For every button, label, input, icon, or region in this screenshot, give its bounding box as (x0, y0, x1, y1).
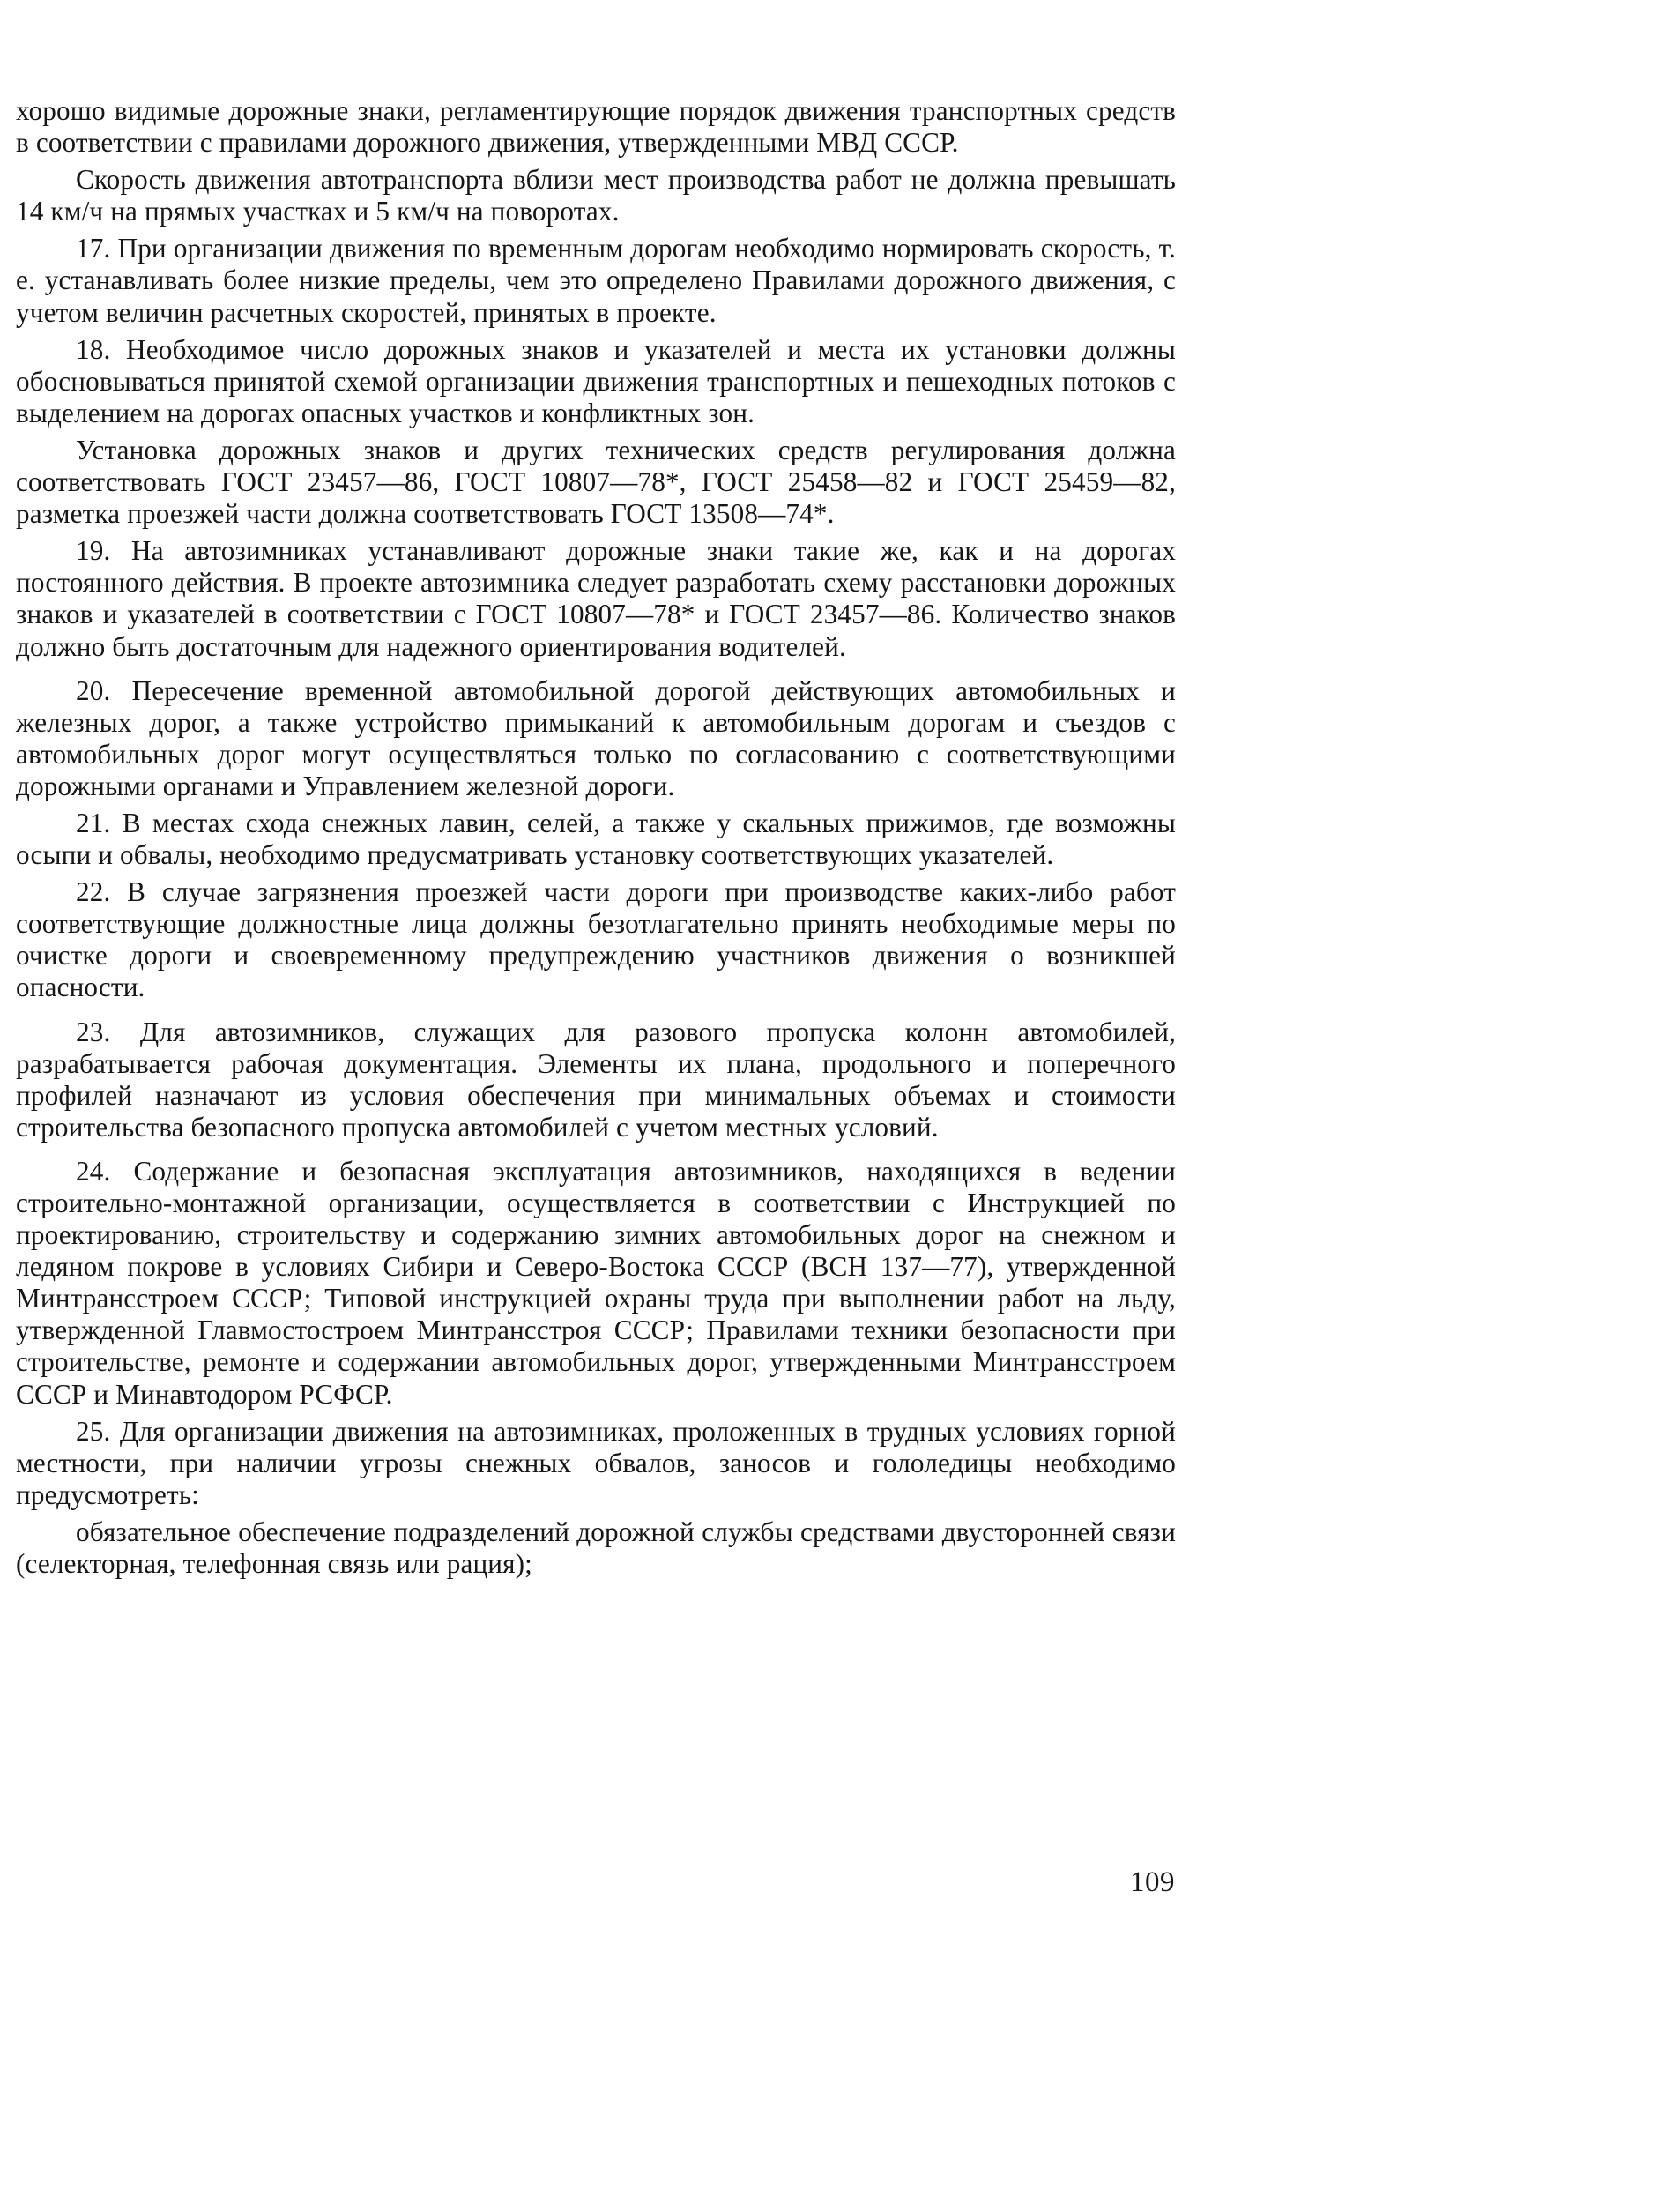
paragraph-speed-limit: Скорость движения автотранспорта вблизи мест производства работ не должна превышать 14 км/ч на прямых участках и 5 км/ч на поворотах. (16, 164, 1176, 227)
paragraph-21: 21. В местах схода снежных лавин, селей, а также у скальных прижимов, где возможны осыпи и обвалы, необходимо предусматривать установку соответствующих указателей. (16, 807, 1176, 871)
page-number: 109 (1130, 1866, 1175, 1898)
paragraph-24: 24. Содержание и безопасная эксплуатация автозимников, находящихся в ведении строительно-монтажной организации, осуществляется в соответствии с Инструкцией по проектированию, строительству и содержанию зимних автомобильных дорог на снежном и ледяном покрове в условиях Сибири и Северо-Востока СССР (ВСН 137—77), утвержденной Минтрансстроем СССР; Типовой инструкцией охраны труда при выполнении работ на льду, утвержденной Главмостостроем Минтрансстроя СССР; Правилами техники безопасности при строительстве, ремонте и содержании автомобильных дорог, утвержденными Минтрансстроем СССР и Минавтодором РСФСР. (16, 1155, 1176, 1410)
paragraph-18: 18. Необходимое число дорожных знаков и указателей и места их установки должны обосновываться принятой схемой организации движения транспортных и пешеходных потоков с выделением на дорогах опасных участков и конфликтных зон. (16, 333, 1176, 428)
body-text (16, 95, 1176, 1585)
paragraph-19: 19. На автозимниках устанавливают дорожные знаки такие же, как и на дорогах постоянного действия. В проекте автозимника следует разработать схему расстановки дорожных знаков и указателей в соответствии с ГОСТ 10807—78* и ГОСТ 23457—86. Количество знаков должно быть достаточным для надежного ориентирования водителей. (16, 535, 1176, 662)
paragraph-25: 25. Для организации движения на автозимниках, проложенных в трудных условиях горной местности, при наличии угрозы снежных обвалов, заносов и гололедицы необходимо предусмотреть: (16, 1415, 1176, 1510)
paragraph-23: 23. Для автозимников, служащих для разового пропуска колонн автомобилей, разрабатывается рабочая документация. Элементы их плана, продольного и поперечного профилей назначают из условия обеспечения при минимальных объемах и стоимости строительства безопасного пропуска автомобилей с учетом местных условий. (16, 1016, 1176, 1143)
paragraph-17: 17. При организации движения по временным дорогам необходимо нормировать скорость, т. е. устанавливать более низкие пределы, чем это определено Правилами дорожного движения, с учетом величин расчетных скоростей, принятых в проекте. (16, 233, 1176, 328)
paragraph-20: 20. Пересечение временной автомобильной дорогой действующих автомобильных и железных дорог, а также устройство примыканий к автомобильным дорогам и съездов с автомобильных дорог могут осуществляться только по согласованию с соответствующими дорожными органами и Управлением железной дороги. (16, 674, 1176, 801)
paragraph-18-standards: Установка дорожных знаков и других технических средств регулирования должна соответствовать ГОСТ 23457—86, ГОСТ 10807—78*, ГОСТ 25458—82 и ГОСТ 25459—82, разметка проезжей части должна соответствовать ГОСТ 13508—74*. (16, 434, 1176, 530)
paragraph-continuation: хорошо видимые дорожные знаки, регламентирующие порядок движения транспортных средств в соответствии с правилами дорожного движения, утвержденными МВД СССР. (16, 95, 1176, 159)
paragraph-25-item: обязательное обеспечение подразделений дорожной службы средствами двусторонней связи (селекторная, телефонная связь или рация); (16, 1516, 1176, 1580)
paragraph-22: 22. В случае загрязнения проезжей части дороги при производстве каких-либо работ соответствующие должностные лица должны безотлагательно принять необходимые меры по очистке дороги и своевременному предупреждению участников движения о возникшей опасности. (16, 876, 1176, 1003)
